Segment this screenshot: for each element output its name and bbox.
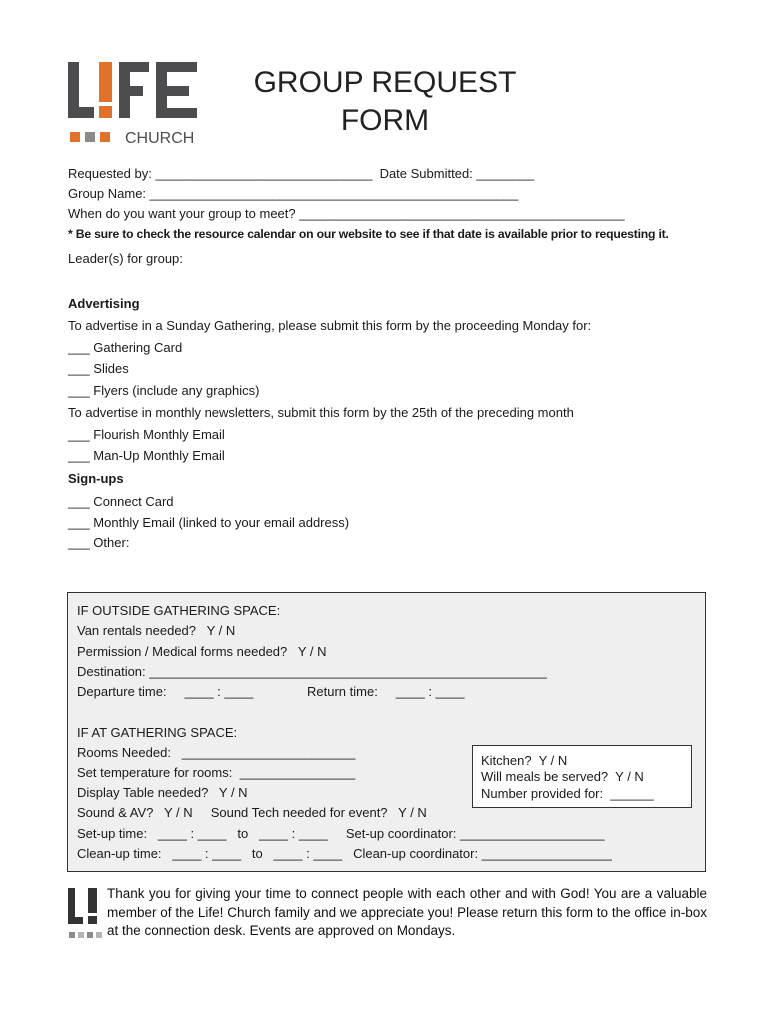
sunday-intro: To advertise in a Sunday Gathering, please submit this form by the proceeding Monday for: xyxy=(68,318,592,333)
calendar-note: * Be sure to check the resource calendar on our website to see if that date is available prior to requesting it. xyxy=(68,227,669,241)
return-time-field[interactable]: Return time: ____ : ____ xyxy=(307,684,465,699)
option-other[interactable]: ___ Other: xyxy=(68,535,130,550)
life-church-logo xyxy=(68,60,203,150)
option-gathering-card[interactable]: ___ Gathering Card xyxy=(68,340,183,355)
advertising-heading: Advertising xyxy=(68,296,140,311)
setup-time-field[interactable]: Set-up time: ____ : ____ to ____ : ____ Set-up coordinator: ____________________ xyxy=(77,826,605,841)
cleanup-time-field[interactable]: Clean-up time: ____ : ____ to ____ : ____ Clean-up coordinator: __________________ xyxy=(77,846,612,861)
footer-logo-mark xyxy=(68,886,102,942)
leaders-field[interactable]: Leader(s) for group: xyxy=(68,251,183,266)
destination-field[interactable]: Destination: _______________________________________________________ xyxy=(77,664,547,679)
display-table-field[interactable]: Display Table needed? Y / N xyxy=(77,785,248,800)
group-name-field[interactable]: Group Name: ___________________________________________________ xyxy=(68,186,519,201)
requested-by-field[interactable]: Requested by: ______________________________ Date Submitted: ________ xyxy=(68,166,535,181)
kitchen-field[interactable]: Kitchen? Y / N xyxy=(481,753,568,768)
number-provided-field[interactable]: Number provided for: ______ xyxy=(481,786,654,801)
meet-time-field[interactable]: When do you want your group to meet? _____________________________________________ xyxy=(68,206,625,221)
option-connect-card[interactable]: ___ Connect Card xyxy=(68,494,174,509)
title-line-2: FORM xyxy=(340,103,430,137)
title-line-1: GROUP REQUEST xyxy=(253,66,517,99)
option-monthly-email[interactable]: ___ Monthly Email (linked to your email address) xyxy=(68,515,350,530)
option-flyers[interactable]: ___ Flyers (include any graphics) xyxy=(68,383,260,398)
logo-subtext: CHURCH xyxy=(125,130,195,147)
option-manup-email[interactable]: ___ Man-Up Monthly Email xyxy=(68,448,225,463)
thank-you-message: Thank you for giving your time to connect people with each other and with God! You are a valuable member of the Life! Church family and we appreciate you! Please return this form to the office in-box at the connection desk. Events are approved on Mondays. xyxy=(107,886,707,938)
page-title xyxy=(230,64,540,139)
option-flourish-email[interactable]: ___ Flourish Monthly Email xyxy=(68,427,225,442)
departure-time-field[interactable]: Departure time: ____ : ____ xyxy=(77,684,254,699)
temperature-field[interactable]: Set temperature for rooms: ________________ xyxy=(77,765,356,780)
option-slides[interactable]: ___ Slides xyxy=(68,361,129,376)
permission-forms-field[interactable]: Permission / Medical forms needed? Y / N xyxy=(77,644,327,659)
outside-heading: IF OUTSIDE GATHERING SPACE: xyxy=(77,603,281,618)
newsletter-intro: To advertise in monthly newsletters, submit this form by the 25th of the preceding month xyxy=(68,405,574,420)
rooms-needed-field[interactable]: Rooms Needed: ________________________ xyxy=(77,745,356,760)
signups-heading: Sign-ups xyxy=(68,471,124,486)
sound-av-field[interactable]: Sound & AV? Y / N Sound Tech needed for event? Y / N xyxy=(77,805,427,820)
meals-served-field[interactable]: Will meals be served? Y / N xyxy=(481,769,644,784)
van-rentals-field[interactable]: Van rentals needed? Y / N xyxy=(77,623,236,638)
at-space-heading: IF AT GATHERING SPACE: xyxy=(77,725,238,740)
